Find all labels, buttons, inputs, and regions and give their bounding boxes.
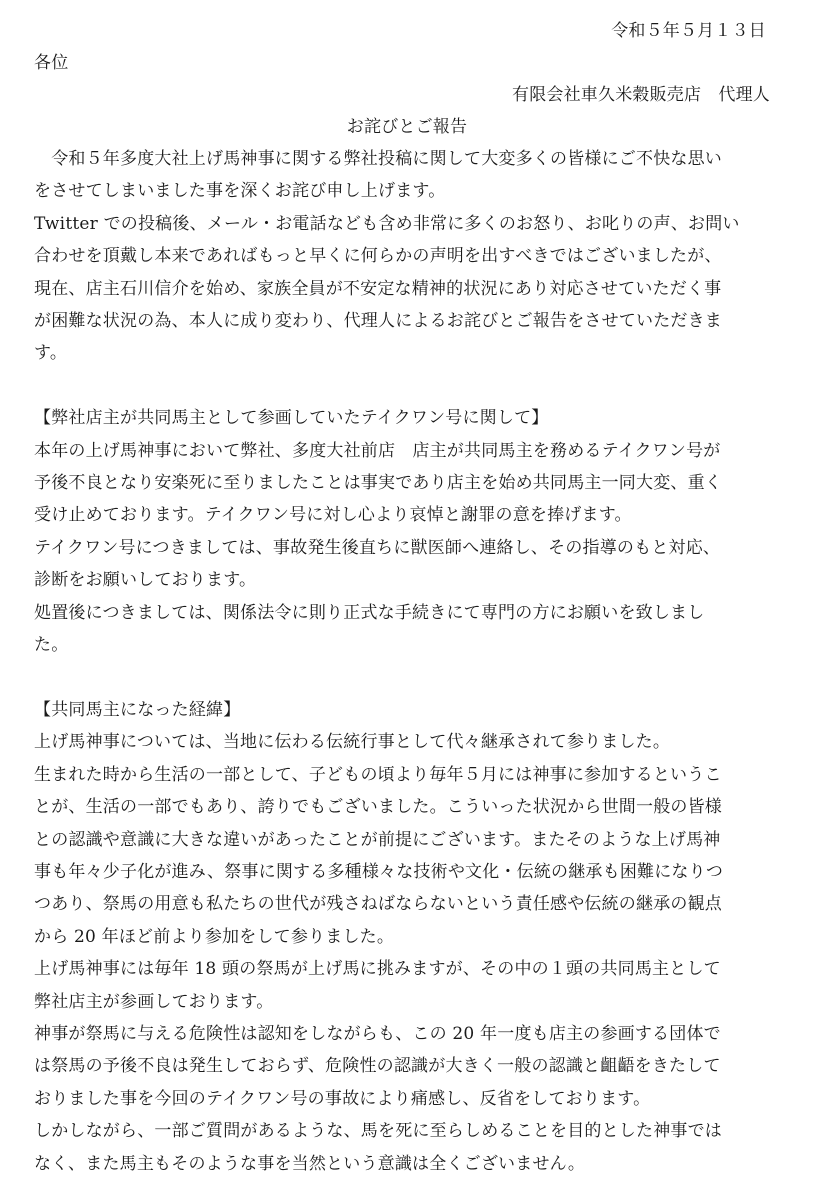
section-line: 本年の上げ馬神事において弊社、多度大社前店 店主が共同馬主を務めるテイクワン号が bbox=[34, 440, 721, 461]
blank-line bbox=[34, 370, 780, 402]
section-line: から 20 年ほど前より参加をして参りました。 bbox=[34, 926, 395, 947]
addressee: 各位 bbox=[34, 53, 69, 73]
section-takeone bbox=[34, 402, 780, 661]
section-line: 上げ馬神事には毎年 18 頭の祭馬が上げ馬に挑みますが、その中の１頭の共同馬主として bbox=[34, 959, 721, 980]
blank-line bbox=[34, 661, 780, 693]
section-line: なく、また馬主もそのような事を当然という意識は全くございません。 bbox=[34, 1153, 586, 1174]
section-line: おりました事を今回のテイクワン号の事故により痛感し、反省をしております。 bbox=[34, 1088, 651, 1109]
intro-paragraph bbox=[34, 143, 780, 370]
letter-date: 令和５年５月１３日 bbox=[611, 21, 766, 41]
section-background bbox=[34, 694, 780, 1180]
section-heading: 【弊社店主が共同馬主として参画していたテイクワン号に関して】 bbox=[34, 408, 549, 429]
intro-line: す。 bbox=[34, 343, 68, 364]
section-line: 診断をお願いしております。 bbox=[34, 570, 257, 591]
document-title: お詫びとご報告 bbox=[346, 117, 468, 137]
intro-line: 現在、店主石川信介を始め、家族全員が不安定な精神的状況にあり対応させていただく事 bbox=[34, 278, 722, 299]
section-line: 上げ馬神事については、当地に伝わる伝統行事として代々継承されて参りました。 bbox=[34, 732, 671, 753]
section-line: 受け止めております。テイクワン号に対し心より哀悼と謝罪の意を捧げます。 bbox=[34, 505, 632, 526]
intro-line: Twitter での投稿後、メール・お電話なども含め非常に多くのお怒り、お叱りの声、お問い bbox=[34, 213, 740, 234]
section-line: しかしながら、一部ご質問があるような、馬を死に至らしめることを目的とした神事では bbox=[34, 1121, 722, 1142]
section-line: つあり、祭馬の用意も私たちの世代が残さねばならないという責任感や伝統の継承の観点 bbox=[34, 894, 722, 915]
section-line: 神事が祭馬に与える危険性は認知をしながらも、この 20 年一度も店主の参画する団体で bbox=[34, 1023, 721, 1044]
section-line: テイクワン号につきましては、事故発生後直ちに獣医師へ連絡し、その指導のもと対応、 bbox=[34, 537, 721, 558]
section-line: 処置後につきましては、関係法令に則り正式な手続きにて専門の方にお願いを致しまし bbox=[34, 602, 705, 623]
section-line: は祭馬の予後不良は発生しておらず、危険性の認識が大きく一般の認識と齟齬をきたして bbox=[34, 1056, 721, 1077]
section-heading: 【共同馬主になった経緯】 bbox=[34, 699, 241, 720]
section-line: 生まれた時から生活の一部として、子どもの頃より毎年５月には神事に参加するというこ bbox=[34, 764, 722, 785]
section-line: との認識や意識に大きな違いがあったことが前提にございます。またそのような上げ馬神 bbox=[34, 829, 721, 850]
sender-name: 有限会社車久米穀販売店 代理人 bbox=[512, 85, 770, 105]
section-line: た。 bbox=[34, 635, 69, 656]
intro-line: が困難な状況の為、本人に成り変わり、代理人によるお詫びとご報告をさせていただきま bbox=[34, 311, 722, 332]
intro-line: 合わせを頂戴し本来であればもっと早くに何らかの声明を出すべきではございましたが、 bbox=[34, 246, 722, 267]
intro-line: 令和５年多度大社上げ馬神事に関する弊社投稿に関して大変多くの皆様にご不快な思い bbox=[34, 149, 722, 169]
section-line: 事も年々少子化が進み、祭事に関する多種様々な技術や文化・伝統の継承も困難になりつ bbox=[34, 861, 724, 882]
section-line: とが、生活の一部でもあり、誇りでもございました。こういった状況から世間一般の皆様 bbox=[34, 797, 722, 818]
section-line: 予後不良となり安楽死に至りましたことは事実であり店主を始め共同馬主一同大変、重く bbox=[34, 473, 722, 494]
intro-line: をさせてしまいました事を深くお詫び申し上げます。 bbox=[34, 181, 446, 202]
section-line: 弊社店主が参画しております。 bbox=[34, 991, 274, 1012]
